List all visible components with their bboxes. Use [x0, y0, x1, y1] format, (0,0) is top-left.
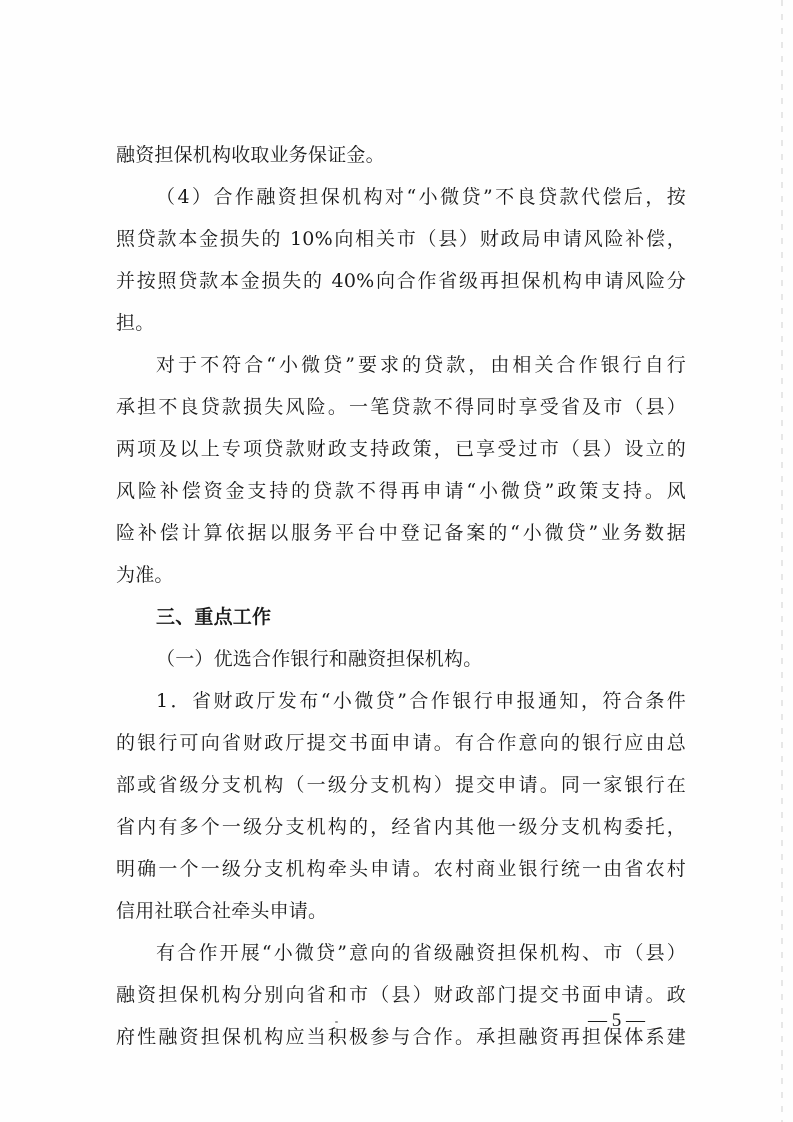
- text-line: 承担不良贷款损失风险。一笔贷款不得同时享受省及市（县）: [116, 396, 686, 418]
- text-line: 的银行可向省财政厅提交书面申请。有合作意向的银行应由总: [116, 732, 686, 754]
- text-line: 对于不符合“小微贷”要求的贷款，由相关合作银行自行: [156, 354, 686, 376]
- text-line: 明确一个一级分支机构牵头申请。农村商业银行统一由省农村: [116, 858, 686, 880]
- text-line: 担。: [116, 312, 155, 334]
- text-line: 风险补偿资金支持的贷款不得再申请“小微贷”政策支持。风: [116, 480, 686, 502]
- text-line: 照贷款本金损失的 10%向相关市（县）财政局申请风险补偿，: [116, 228, 686, 250]
- text-line: 省内有多个一级分支机构的，经省内其他一级分支机构委托，: [116, 816, 686, 838]
- scan-edge-artifact: [781, 0, 783, 1122]
- text-line: 信用社联合社牵头申请。: [116, 900, 328, 922]
- text-line: 为准。: [116, 564, 174, 586]
- subsection-heading: （一）优选合作银行和融资担保机构。: [156, 648, 483, 670]
- scan-speck-artifact: [335, 1021, 338, 1023]
- text-line: 部或省级分支机构（一级分支机构）提交申请。同一家银行在: [116, 774, 686, 796]
- page-number: — 5 —: [588, 1010, 645, 1031]
- text-line: 府性融资担保机构应当积极参与合作。承担融资再担保体系建: [116, 1026, 686, 1048]
- text-line: 险补偿计算依据以服务平台中登记备案的“小微贷”业务数据: [116, 522, 686, 544]
- text-line: 融资担保机构收取业务保证金。: [116, 144, 385, 166]
- text-line: 并按照贷款本金损失的 40%向合作省级再担保机构申请风险分: [116, 270, 686, 292]
- section-heading: 三、重点工作: [156, 606, 272, 628]
- text-line: 有合作开展“小微贷”意向的省级融资担保机构、市（县）: [156, 942, 686, 964]
- text-line: （4）合作融资担保机构对“小微贷”不良贷款代偿后，按: [156, 186, 686, 208]
- text-line: 融资担保机构分别向省和市（县）财政部门提交书面申请。政: [116, 984, 686, 1006]
- text-line: 1．省财政厅发布“小微贷”合作银行申报通知，符合条件: [156, 690, 686, 712]
- text-line: 两项及以上专项贷款财政支持政策，已享受过市（县）设立的: [116, 438, 686, 460]
